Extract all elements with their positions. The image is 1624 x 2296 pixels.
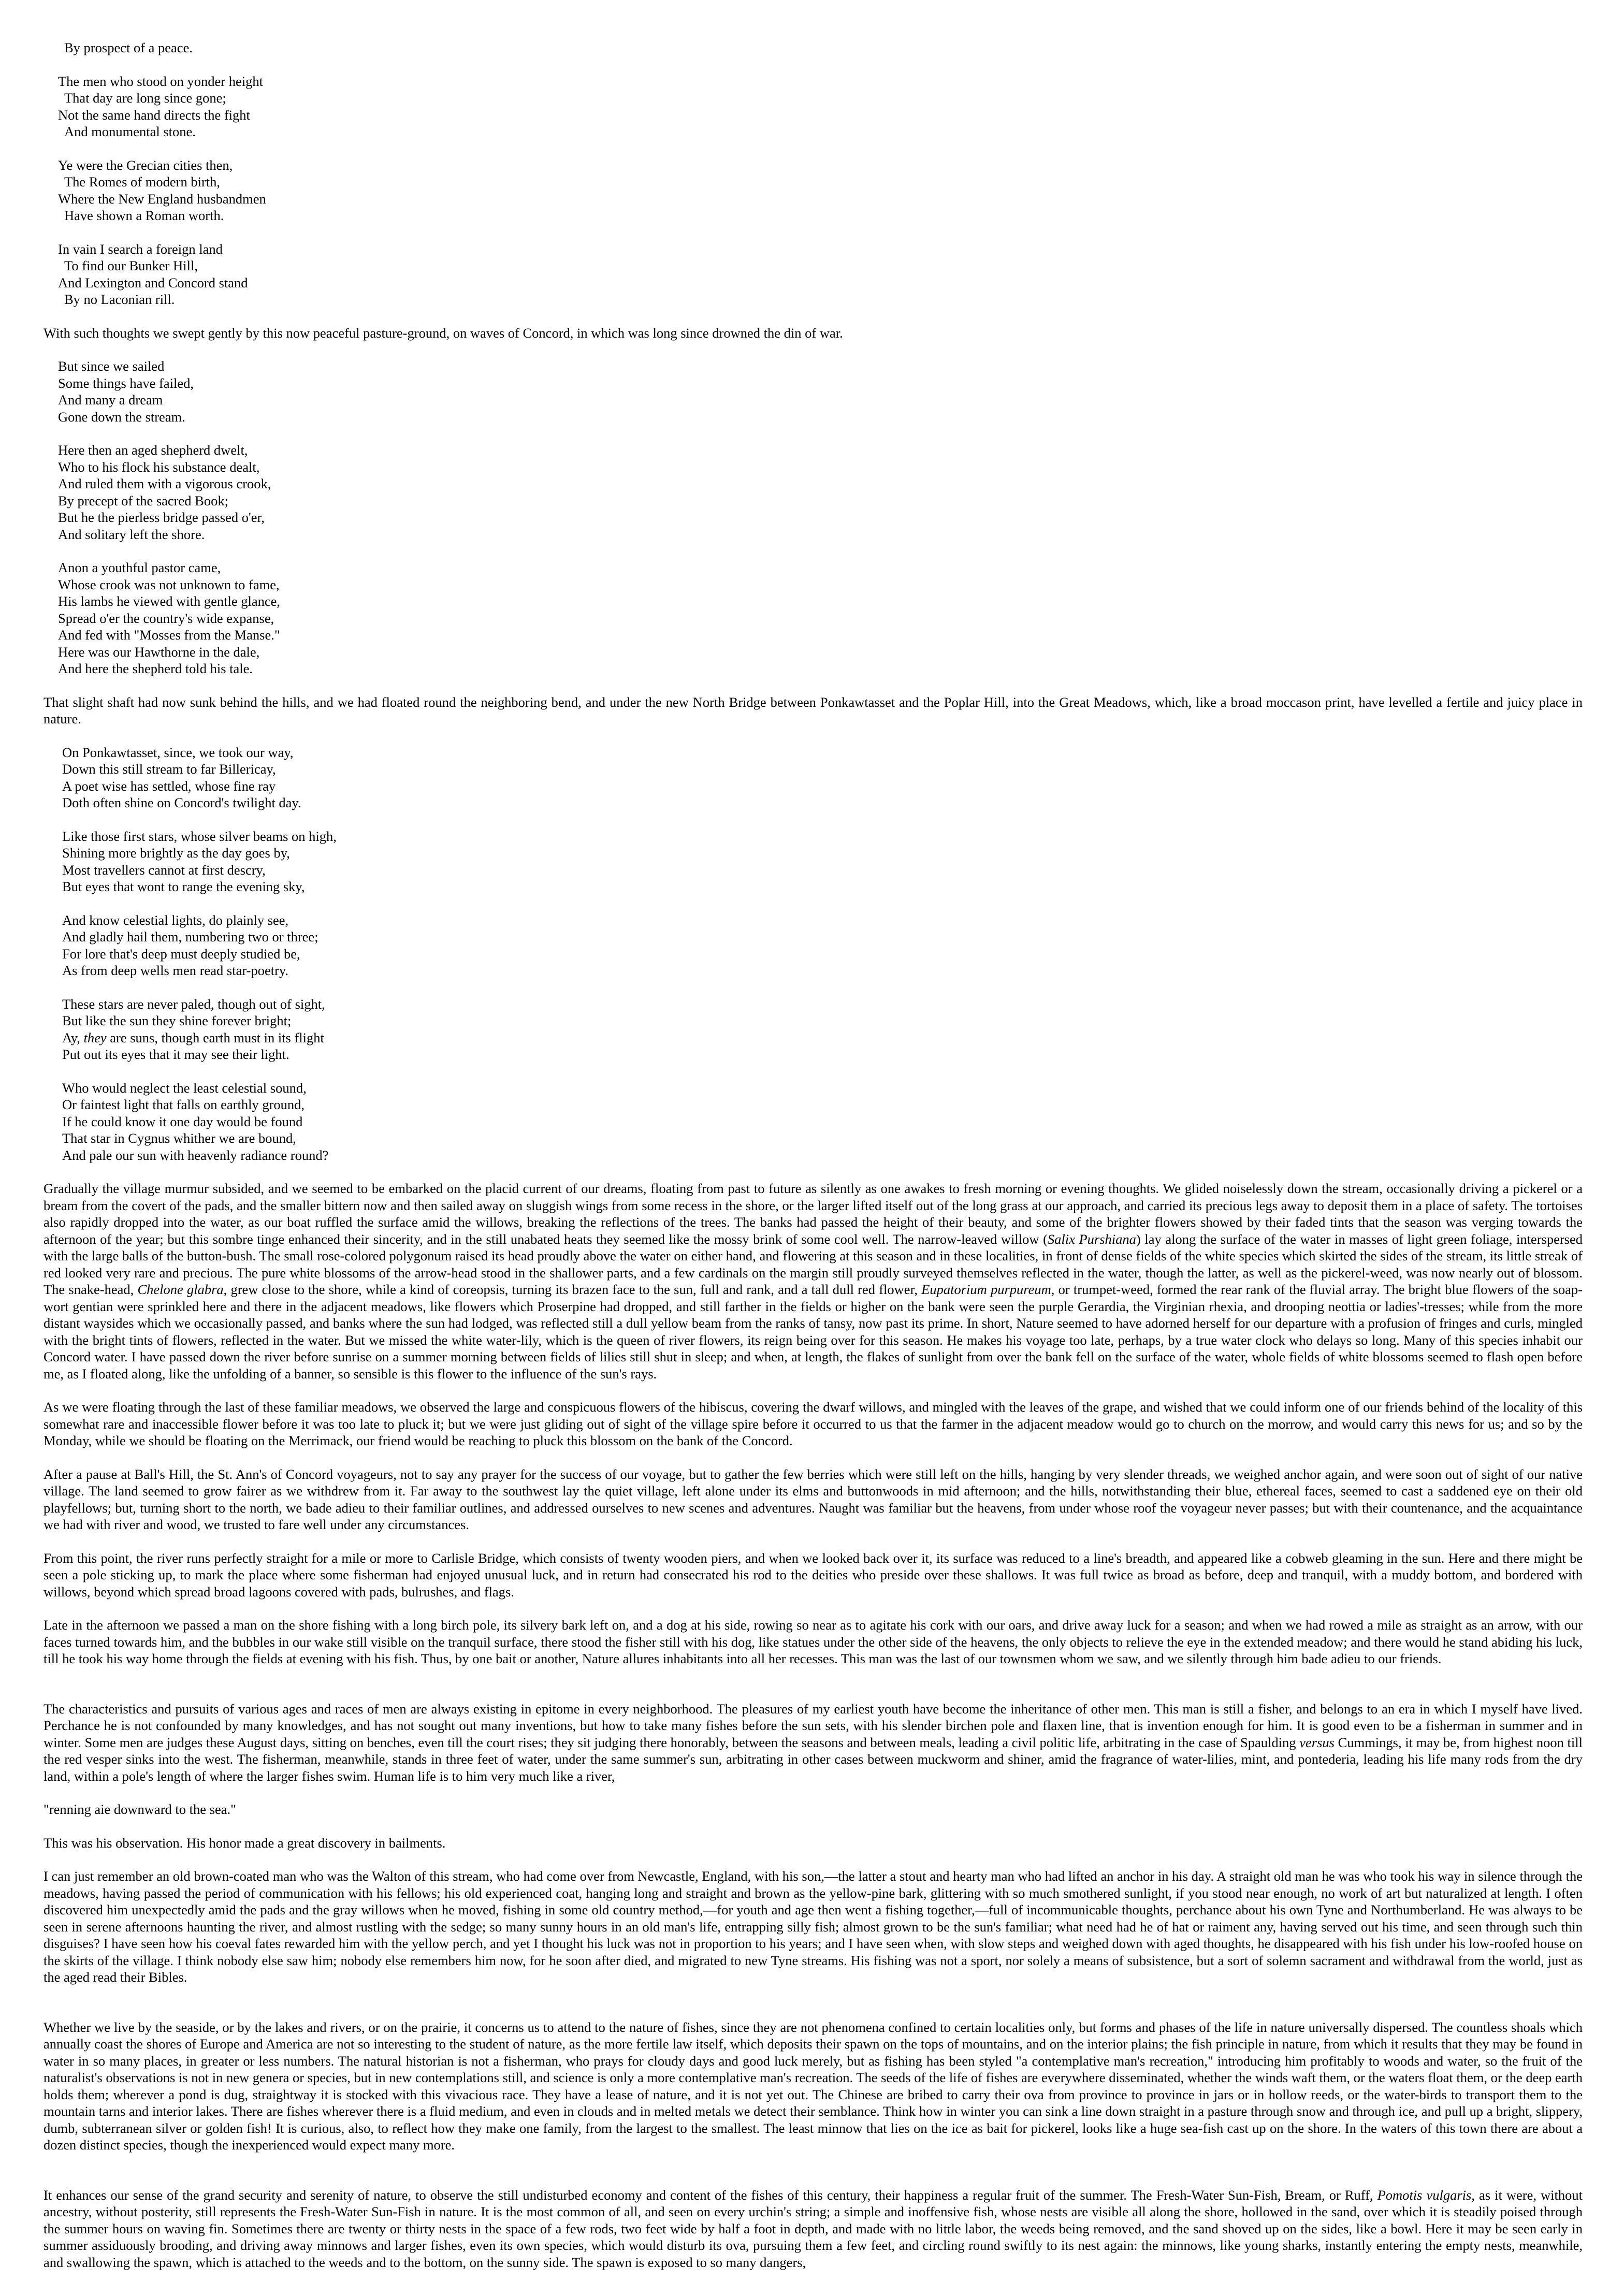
poem-line: And here the shepherd told his tale. — [58, 661, 253, 676]
paragraph — [44, 1180, 1583, 1382]
text-run: ) lay along the surface of the water in masses of light green foliage, interspersed with the large balls of the button-bush. The small rose-colored polygonum raised its head proudly above the water on either hand, and flowering at this season and in these localities, in front of dense fields of the white species which skirted the sides of the stream, its little streak of red looked very rare and precious. The pure white blossoms of the arrow-head stood in the shallower parts, and a few cardinals on the margin still proudly surveyed themselves reflected in the water, though the latter, as well as the pickerel-weed, was now nearly out of blossom. The snake-head, — [44, 1231, 1583, 1297]
paragraph: With such thoughts we swept gently by this now peaceful pasture-ground, on waves of Concord, in which was long since drowned the din of war. — [44, 325, 843, 341]
poem-line: Doth often shine on Concord's twilight day. — [62, 795, 301, 810]
poem-line: If he could know it one day would be found — [62, 1113, 303, 1129]
poem-line: And ruled them with a vigorous crook, — [58, 476, 271, 491]
poem-line: And gladly hail them, numbering two or three; — [62, 929, 318, 944]
paragraph: Whether we live by the seaside, or by the lakes and rivers, or on the prairie, it concerns us to attend to the nature of fishes, since they are not phenomena confined to certain localities only, but forms and phases of the life in nature universally dispersed. The countless shoals which annually coast the shores of Europe and America are not so interesting to the student of nature, as the more fertile law itself, which deposits their spawn on the tops of mountains, and on the interior plains; the fish principle in nature, from which it results that they may be found in water in so many places, in greater or less numbers. The natural historian is not a fisherman, who prays for cloudy days and good luck merely, but as fishing has been styled "a contemplative man's recreation," introducing him profitably to woods and water, so the fruit of the naturalist's observations is not in new genera or species, but in new contemplations still, and science is only a more contemplative man's recreation. The seeds of the life of fishes are everywhere disseminated, whether the winds waft them, or the waters float them, or the deep earth holds them; wherever a pond is dug, straightway it is stocked with this vivacious race. They have a lease of nature, and it is not yet out. The Chinese are bribed to carry their ova from province to province in jars or in hollow reeds, or the water-birds to transport them to the mountain tarns and interior lakes. There are fishes wherever there is a fluid medium, and even in clouds and in melted metals we detect their semblance. Think how in winter you can sink a line down straight in a pasture through snow and through ice, and pull up a bright, slippery, dumb, subterranean silver or golden fish! It is curious, also, to reflect how they make one family, from the largest to the smallest. The least minnow that lies on the ice as bait for pickerel, looks like a huge sea-fish cast up on the shore. In the waters of this town there are about a dozen distinct species, though the inexperienced would expect many more. — [44, 2019, 1583, 2153]
paragraph: As we were floating through the last of these familiar meadows, we observed the large and conspicuous flowers of the hibiscus, covering the dwarf willows, and mingled with the leaves of the grape, and wished that we could inform one of our friends behind of the locality of this somewhat rare and inaccessible flower before it was too late to pluck it; but we were just gliding out of sight of the village spire before it occurred to us that the farmer in the adjacent meadow would go to church on the morrow, and would carry this news for us; and so by the Monday, while we should be floating on the Merrimack, our friend would be reaching to pluck this blossom on the bank of the Concord. — [44, 1399, 1583, 1448]
poem-line: Where the New England husbandmen — [58, 191, 266, 207]
document-page — [44, 39, 1583, 2287]
poem-line: Who to his flock his substance dealt, — [58, 459, 260, 475]
poem-stanza — [58, 157, 1583, 224]
poem-line: Shining more brightly as the day goes by, — [62, 845, 290, 861]
poem-line: For lore that's deep must deeply studied be, — [62, 946, 300, 962]
poem-stanza — [58, 358, 1583, 425]
text-run: Gradually the village murmur subsided, and we seemed to be embarked on the placid current of our dreams, floating from past to future as silently as one awakes to fresh morning or evening thoughts. We glided noiselessly down the stream, occasionally driving a pickerel or a bream from the covert of the pads, and the smaller bittern now and then sailed away on sluggish wings from some recess in the shore, or the larger lifted itself out of the long grass at our approach, and carried its precious legs away to deposit them in a place of safety. The tortoises also rapidly dropped into the water, as our boat ruffled the surface amid the willows, breaking the reflections of the trees. The banks had passed the height of their beauty, and some of the brighter flowers showed by their faded tints that the season was verging towards the afternoon of the year; but this sombre tinge enhanced their sincerity, and in the still unabated heats they seemed like the mossy brink of some cool well. The narrow-leaved willow ( — [44, 1181, 1583, 1247]
poem-line: A poet wise has settled, whose fine ray — [62, 778, 276, 794]
poem-line: And solitary left the shore. — [58, 526, 205, 542]
text-run: , or trumpet-weed, formed the rear rank of the fluvial array. The bright blue flowers of the soap-wort gentian were sprinkled here and there in the adjacent meadows, like flowers which Proserpine had dropped, and still farther in the fields or higher on the bank were seen the purple Gerardia, the Virginian rhexia, and drooping neottia or ladies'-tresses; while from the more distant waysides which we occasionally passed, and banks where the sun had lodged, was reflected still a dull yellow beam from the ranks of tansy, now past its prime. In short, Nature seemed to have adorned herself for our departure with a profusion of fringes and curls, mingled with the bright tints of flowers, reflected in the water. But we missed the white water-lily, which is the queen of river flowers, its reign being over for this season. He makes his voyage too late, perhaps, by a true water clock who delays so long. Many of this species inhabit our Concord water. I have passed down the river before sunrise on a summer morning between fields of lilies still shut in sleep; and when, at length, the flakes of sunlight from over the bank fell on the surface of the water, whole fields of white blossoms seemed to flash open before me, as I floated along, like the unfolding of a banner, so sensible is this flower to the influence of the sun's rays. — [44, 1282, 1583, 1382]
poem-stanza — [62, 912, 1583, 979]
poem-line: And monumental stone. — [64, 124, 196, 139]
poem-line: In vain I search a foreign land — [58, 241, 223, 257]
poem-line: Spread o'er the country's wide expanse, — [58, 610, 274, 626]
poem-line: Or faintest light that falls on earthly ground, — [62, 1097, 305, 1112]
poem-line: And pale our sun with heavenly radiance round? — [62, 1147, 329, 1163]
poem-line: Who would neglect the least celestial sound, — [62, 1080, 307, 1096]
text-run: The characteristics and pursuits of various ages and races of men are always existing in epitome in every neighborhood. The pleasures of my earliest youth have become the inheritance of other men. This man is still a fisher, and belongs to an era in which I myself have lived. Perchance he is not confounded by many knowledges, and has not sought out many inventions, but how to take many fishes before the sun sets, with his slender birchen pole and flaxen line, that is invention enough for him. It is good even to be a fisherman in summer and in winter. Some men are judges these August days, sitting on benches, even till the court rises; they sit judging there honorably, between the seasons and between meals, leading a civil politic life, arbitrating in the case of Spaulding — [44, 1701, 1583, 1750]
paragraph: After a pause at Ball's Hill, the St. Ann's of Concord voyageurs, not to say any prayer for the success of our voyage, but to gather the few berries which were still left on the hills, hanging by very slender threads, we weighed anchor again, and were soon out of sight of our native village. The land seemed to grow fairer as we withdrew from it. Far away to the southwest lay the quiet village, left alone under its elms and buttonwoods in mid afternoon; and the hills, notwithstanding their blue, ethereal faces, seemed to cast a saddened eye on their old playfellows; but, turning short to the north, we bade adieu to their familiar outlines, and addressed ourselves to new scenes and adventures. Naught was familiar but the heavens, from under whose roof the voyageur never passes; but with their countenance, and the acquaintance we had with river and wood, we trusted to fare well under any circumstances. — [44, 1466, 1583, 1532]
poem-line: Some things have failed, — [58, 375, 194, 391]
poem-line: That day are long since gone; — [64, 90, 226, 106]
poem-stanza — [62, 744, 1583, 811]
italic-run: Chelone glabra — [137, 1282, 224, 1297]
poem-line: Whose crook was not unknown to fame, — [58, 576, 280, 592]
poem-line: And fed with "Mosses from the Manse." — [58, 627, 280, 643]
poem-line: On Ponkawtasset, since, we took our way, — [62, 744, 294, 760]
poem-line: Not the same hand directs the fight — [58, 107, 250, 123]
text-run: , as it were, without ancestry, without posterity, still represents the Fresh-Water Sun-Fish in nature. It is the most common of all, and seen on every urchin's string; a simple and inoffensive fish, whose nests are visible all along the shore, hollowed in the sand, over which it is steadily poised through the summer hours on waving fin. Sometimes there are twenty or thirty nests in the space of a few rods, two feet wide by half a foot in depth, and made with no little labor, the weeds being removed, and the sand shoved up on the sides, like a bowl. Here it may be seen early in summer assiduously brooding, and driving away minnows and larger fishes, even its own species, which would disturb its ova, pursuing them a few feet, and circling round swiftly to its nest again: the minnows, like young sharks, instantly entering the empty nests, meanwhile, and swallowing the spawn, which is attached to the weeds and to the bottom, on the sunny side. The spawn is exposed to so many dangers, — [44, 2187, 1583, 2270]
paragraph: From this point, the river runs perfectly straight for a mile or more to Carlisle Bridge, which consists of twenty wooden piers, and when we looked back over it, its surface was reduced to a line's breadth, and appeared like a cobweb gleaming in the sun. Here and there might be seen a pole sticking up, to mark the place where some fisherman had enjoyed unusual luck, and in return had consecrated his rod to the deities who preside over these shallows. It was full twice as broad as before, deep and tranquil, with a muddy bottom, and bordered with willows, beyond which spread broad lagoons covered with pads, bulrushes, and flags. — [44, 1550, 1583, 1600]
italic-run: Eupatorium purpureum — [921, 1282, 1051, 1297]
poem-line: Most travellers cannot at first descry, — [62, 862, 266, 878]
poem-line: Ay, they are suns, though earth must in its flight — [62, 1029, 324, 1045]
poem-line: To find our Bunker Hill, — [64, 258, 198, 273]
paragraph — [44, 1701, 1583, 1785]
poem-line: Have shown a Roman worth. — [64, 208, 224, 223]
paragraph: This was his observation. His honor made a great discovery in bailments. — [44, 1835, 446, 1851]
section-gap — [44, 2002, 1583, 2019]
poem-line: But since we sailed — [58, 358, 165, 374]
poem-line: Gone down the stream. — [58, 409, 185, 425]
poem-line: The Romes of modern birth, — [64, 174, 221, 190]
italic-run: they — [83, 1029, 107, 1045]
poem-line: But eyes that wont to range the evening sky, — [62, 879, 305, 894]
poem-line: And Lexington and Concord stand — [58, 274, 248, 290]
poem-line: By no Laconian rill. — [64, 292, 175, 307]
poem-line: As from deep wells men read star-poetry. — [62, 963, 289, 978]
poem-line: By precept of the sacred Book; — [58, 492, 228, 508]
poem-line: Here then an aged shepherd dwelt, — [58, 442, 248, 458]
poem-stanza — [58, 39, 1583, 56]
poem-line: But he the pierless bridge passed o'er, — [58, 510, 265, 525]
poem-line: Put out its eyes that it may see their light. — [62, 1047, 289, 1062]
poem-stanza — [58, 559, 1583, 677]
poem-line: These stars are never paled, though out of sight, — [62, 996, 325, 1012]
poem-line: The men who stood on yonder height — [58, 73, 263, 89]
poem-line: But like the sun they shine forever bright; — [62, 1013, 292, 1028]
poem-line: His lambs he viewed with gentle glance, — [58, 593, 281, 609]
poem-line: By prospect of a peace. — [64, 40, 193, 55]
italic-run: Salix Purshiana — [1047, 1231, 1136, 1247]
poem-line: Like those first stars, whose silver beams on high, — [62, 828, 337, 844]
paragraph: Late in the afternoon we passed a man on the shore fishing with a long birch pole, its silvery bark left on, and a dog at his side, rowing so near as to agitate his cork with our oars, and drive away luck for a season; and when we had rowed a mile as straight as an arrow, with our faces turned towards him, and the bubbles in our wake still visible on the tranquil surface, there stood the fisher still with his dog, like statues under the other side of the heavens, the only objects to relieve the eye in the extended meadow; and there would he stand abiding his luck, till he took his way home through the fields at evening with his fish. Thus, by one bait or another, Nature allures inhabitants into all her recesses. This man was the last of our townsmen whom we saw, and we silently through him bade adieu to our friends. — [44, 1617, 1583, 1666]
poem-line: Here was our Hawthorne in the dale, — [58, 644, 260, 660]
poem-line: That star in Cygnus whither we are bound, — [62, 1130, 296, 1146]
italic-run: versus — [1299, 1734, 1335, 1750]
text-run: , grew close to the shore, while a kind of coreopsis, turning its brazen face to the sun, full and rank, and a tall dull red flower, — [223, 1282, 922, 1297]
poem-line: Anon a youthful pastor came, — [58, 560, 221, 575]
section-gap — [44, 2170, 1583, 2187]
poem-line: And know celestial lights, do plainly see, — [62, 912, 289, 928]
poem-stanza — [58, 442, 1583, 543]
text-run: It enhances our sense of the grand security and serenity of nature, to observe the still undisturbed economy and content of the fishes of this century, their happiness a regular fruit of the summer. The Fresh-Water Sun-Fish, Bream, or Ruff, — [44, 2187, 1378, 2203]
paragraph: I can just remember an old brown-coated man who was the Walton of this stream, who had come over from Newcastle, England, with his son,—the latter a stout and hearty man who had lifted an anchor in his day. A straight old man he was who took his way in silence through the meadows, having passed the period of communication with his fellows; his old experienced coat, hanging long and straight and brown as the yellow-pine bark, glittering with so much smothered sunlight, if you stood near enough, no work of art but naturalized at length. I often discovered him unexpectedly amid the pads and the gray willows when he moved, fishing in some old country method,—for youth and age then went a fishing together,—full of incommunicable thoughts, perchance about his own Tyne and Northumberland. He was always to be seen in serene afternoons haunting the river, and almost rustling with the sedge; so many sunny hours in an old man's life, entrapping silly fish; almost grown to be the sun's familiar; what need had he of hat or raiment any, having served out his time, and seen through such thin disguises? I have seen how his coeval fates rewarded him with the yellow perch, and yet I thought his luck was not in proportion to his years; and I have seen when, with slow steps and weighed down with aged thoughts, he disappeared with his fish under his low-roofed house on the skirts of the village. I think nobody else saw him; nobody else remembers him now, for he soon after died, and migrated to new Tyne streams. His fishing was not a sport, nor solely a means of subsistence, but a sort of solemn sacrament and withdrawal from the world, just as the aged read their Bibles. — [44, 1868, 1583, 1985]
quotation: "renning aie downward to the sea." — [44, 1801, 236, 1817]
text-run: Cummings, it may be, from highest noon till the red vesper sinks into the west. The fisherman, meanwhile, stands in three feet of water, under the same summer's sun, arbitrating in other cases between muckworm and shiner, amid the fragrance of water-lilies, mint, and pontederia, leading his life many rods from the dry land, within a pole's length of where the larger fishes swim. Human life is to him very much like a river, — [44, 1734, 1583, 1784]
paragraph — [44, 2187, 1583, 2271]
poem-stanza — [62, 828, 1583, 895]
poem-stanza — [58, 241, 1583, 308]
poem-line: Down this still stream to far Billericay, — [62, 761, 276, 777]
paragraph: That slight shaft had now sunk behind the hills, and we had floated round the neighboring bend, and under the new North Bridge between Ponkawtasset and the Poplar Hill, into the Great Meadows, which, like a broad moccason print, have levelled a fertile and juicy place in nature. — [44, 694, 1583, 726]
poem-line: Ye were the Grecian cities then, — [58, 157, 233, 173]
italic-run: Pomotis vulgaris — [1377, 2187, 1472, 2203]
poem-line: And many a dream — [58, 392, 163, 408]
poem-stanza — [62, 1080, 1583, 1164]
section-gap — [44, 1684, 1583, 1701]
poem-stanza — [62, 996, 1583, 1063]
poem-stanza — [58, 73, 1583, 140]
